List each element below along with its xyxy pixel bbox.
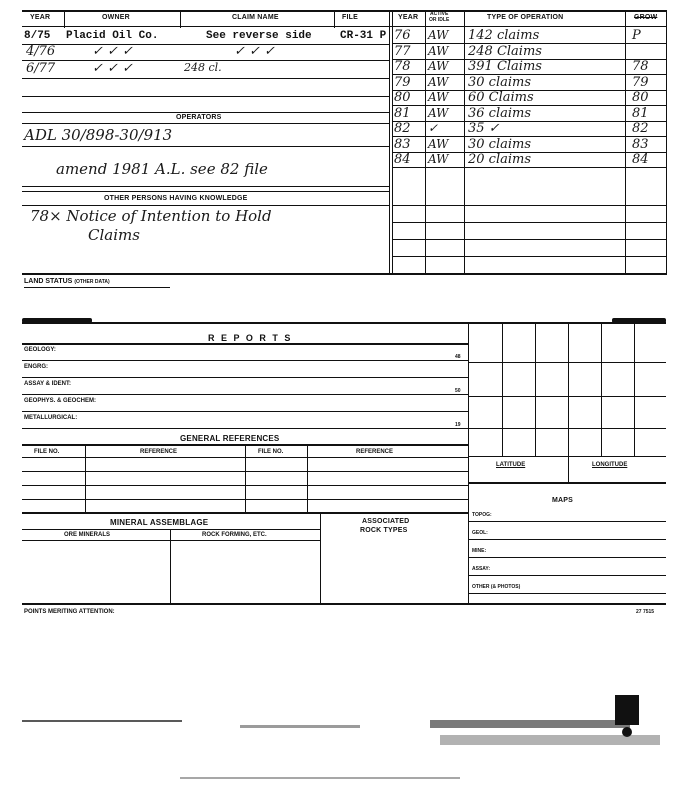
other-persons-line-2: Claims	[88, 226, 140, 244]
operation-row-rule	[392, 256, 666, 257]
scan-artifact	[180, 777, 460, 779]
mineral-assemblage-heading: MINERAL ASSEMBLAGE	[110, 518, 209, 527]
grid-rule	[468, 428, 666, 429]
map-row-label: ASSAY:	[472, 566, 491, 572]
operation-row-rule	[392, 167, 666, 168]
form-number: 27 7515	[636, 609, 655, 615]
file-no-2-header: FILE NO.	[258, 449, 284, 455]
maps-top-rule	[468, 482, 666, 484]
active-header: ACTIVE	[429, 11, 449, 17]
points-meriting-attention-label: POINTS MERITING ATTENTION:	[24, 609, 115, 615]
idle-header: OR IDLE	[429, 17, 450, 23]
operation-row-rule	[392, 205, 666, 206]
map-row-label: MINE:	[472, 548, 487, 554]
owner-row-1-year: 8/75	[24, 30, 51, 42]
row-rule	[22, 186, 389, 187]
report-row-rule	[22, 428, 468, 429]
rock-types-label: ROCK TYPES	[360, 527, 408, 534]
scan-band-right	[612, 318, 666, 323]
claim-name-header: CLAIM NAME	[232, 14, 279, 21]
map-row-rule	[468, 557, 666, 558]
longitude-label: LONGITUDE	[592, 462, 628, 468]
divider	[601, 324, 602, 456]
top-border	[22, 10, 666, 12]
reference-2-header: REFERENCE	[356, 449, 394, 455]
operation-type: 36 claims	[468, 105, 532, 121]
report-row-rule	[22, 360, 468, 361]
divider	[468, 324, 469, 604]
operation-grow: 79	[632, 74, 649, 90]
report-number: 48	[455, 354, 461, 360]
owner-row-2-claim: ✓ ✓ ✓	[234, 44, 275, 59]
land-status-underline	[24, 287, 170, 288]
operation-type: 248 Claims	[468, 43, 542, 59]
operation-row-rule	[392, 239, 666, 240]
divider	[320, 513, 321, 604]
row-rule	[22, 44, 389, 45]
operation-year: 79	[394, 74, 411, 90]
owner-row-3-claim: 248 cl.	[184, 61, 222, 74]
map-row-rule	[468, 593, 666, 594]
row-rule	[22, 112, 389, 113]
row-rule	[22, 78, 389, 79]
operation-status: AW	[428, 152, 449, 166]
owner-row-2-owner: ✓ ✓ ✓	[92, 44, 133, 59]
ore-minerals-header: ORE MINERALS	[64, 532, 111, 538]
map-row-label: TOPOG:	[472, 512, 492, 518]
owner-row-1-file: CR-31 P	[340, 30, 387, 42]
operation-type: 30 claims	[468, 136, 532, 152]
divider	[245, 445, 246, 513]
operation-row-rule	[392, 222, 666, 223]
row-rule	[22, 146, 389, 147]
divider	[568, 324, 569, 482]
reports-top-rule	[22, 322, 666, 324]
map-row-label: OTHER (& PHOTOS)	[472, 584, 521, 590]
map-row-label: GEOL:	[472, 530, 488, 536]
operation-year: 78	[394, 59, 411, 74]
grow-header: GROW	[634, 14, 658, 21]
operation-year: 82	[394, 121, 411, 136]
divider	[170, 529, 171, 604]
active-idle-header	[429, 11, 449, 23]
type-of-operation-header: TYPE OF OPERATION	[487, 14, 564, 21]
report-number: 19	[455, 422, 461, 428]
operators-line-2: amend 1981 A.L. see 82 file	[56, 160, 268, 178]
report-label: GEOLOGY:	[24, 347, 56, 353]
scan-artifact	[430, 720, 630, 728]
owner-row-1-owner: Placid Oil Co.	[66, 30, 159, 42]
file-no-header: FILE NO.	[34, 449, 60, 455]
header-bottom-rule	[22, 26, 666, 27]
operation-grow: 84	[632, 152, 649, 167]
land-status-subtitle: (OTHER DATA)	[74, 279, 110, 285]
grid-rule	[468, 362, 666, 363]
divider	[392, 10, 393, 275]
map-row-rule	[468, 539, 666, 540]
operation-grow: P	[632, 28, 641, 43]
divider	[625, 10, 626, 275]
report-row-rule	[22, 411, 468, 412]
operation-grow: 78	[632, 59, 649, 74]
operation-type: 35 ✓	[468, 121, 500, 136]
scan-artifact	[240, 725, 360, 728]
associated-label: ASSOCIATED	[362, 518, 410, 525]
rock-forming-header: ROCK FORMING, ETC.	[202, 532, 267, 538]
operation-type: 60 Claims	[468, 90, 534, 105]
divider	[389, 10, 390, 275]
divider	[502, 324, 503, 456]
report-row-rule	[22, 377, 468, 378]
latitude-label: LATITUDE	[496, 462, 526, 468]
year-header: YEAR	[30, 14, 51, 21]
operation-status: AW	[428, 74, 449, 89]
row-rule	[22, 123, 389, 124]
row-rule	[22, 205, 389, 206]
operation-year: 84	[394, 152, 411, 167]
section-bottom-rule	[22, 273, 666, 275]
divider	[666, 10, 667, 275]
row-rule	[22, 540, 320, 541]
divider	[180, 10, 181, 28]
divider	[307, 445, 308, 513]
operators-heading: OPERATORS	[176, 114, 222, 121]
operators-line-1: ADL 30/898-30/913	[24, 126, 173, 144]
general-references-heading: GENERAL REFERENCES	[180, 434, 280, 443]
row-rule	[22, 96, 389, 97]
operation-status: AW	[428, 43, 449, 58]
report-row-rule	[22, 394, 468, 395]
owner-header: OWNER	[102, 14, 130, 21]
other-persons-line-1: 78× Notice of Intention to Hold	[30, 207, 272, 225]
maps-heading: MAPS	[552, 497, 574, 504]
operation-year: 80	[394, 90, 411, 105]
row-rule	[22, 191, 389, 192]
reference-header: REFERENCE	[140, 449, 178, 455]
owner-row-3-owner: ✓ ✓ ✓	[92, 61, 133, 76]
operation-status: AW	[428, 59, 449, 73]
land-status-label	[24, 278, 110, 285]
operation-grow: 81	[632, 105, 649, 121]
scan-blot	[615, 695, 639, 725]
divider	[634, 324, 635, 456]
divider	[425, 10, 426, 275]
land-status-title: LAND STATUS	[24, 278, 73, 285]
operation-type: 391 Claims	[468, 59, 542, 74]
reports-heading: R E P O R T S	[208, 333, 293, 343]
owner-row-2-year: 4/76	[26, 44, 56, 59]
operation-year: 81	[394, 105, 411, 121]
row-rule	[22, 529, 320, 530]
map-row-rule	[468, 521, 666, 522]
report-label: ENGRG:	[24, 364, 48, 370]
gen-refs-bottom-rule	[22, 512, 468, 514]
year2-header: YEAR	[398, 14, 419, 21]
owner-row-1-claim: See reverse side	[206, 30, 312, 42]
scan-artifact	[440, 735, 660, 745]
divider	[464, 10, 465, 275]
grid-rule	[468, 396, 666, 397]
operation-status: AW	[428, 28, 449, 42]
report-label: ASSAY & IDENT:	[24, 381, 72, 387]
report-label: GEOPHYS. & GEOCHEM:	[24, 398, 97, 404]
operation-type: 142 claims	[468, 28, 540, 43]
operation-year: 76	[394, 28, 411, 43]
report-label: METALLURGICAL:	[24, 415, 78, 421]
divider	[85, 445, 86, 513]
divider	[64, 10, 65, 28]
operation-grow: 82	[632, 121, 649, 136]
grid-rule	[468, 456, 666, 457]
report-number: 50	[455, 388, 461, 394]
operation-status: AW	[428, 90, 449, 104]
operation-grow: 83	[632, 136, 649, 152]
scan-artifact	[22, 720, 182, 722]
operation-grow: 80	[632, 90, 649, 105]
operation-year: 77	[394, 43, 411, 59]
operation-status: ✓	[428, 121, 439, 135]
operation-year: 83	[394, 136, 411, 152]
operation-status: AW	[428, 105, 449, 120]
other-persons-heading: OTHER PERSONS HAVING KNOWLEDGE	[104, 195, 248, 202]
reports-rule	[22, 343, 468, 345]
divider	[334, 10, 335, 28]
mineral-bottom-rule	[22, 603, 666, 605]
operation-status: AW	[428, 136, 449, 151]
file-header: FILE	[342, 14, 358, 21]
map-row-rule	[468, 575, 666, 576]
operation-type: 30 claims	[468, 74, 532, 90]
owner-row-3-year: 6/77	[26, 61, 56, 76]
divider	[535, 324, 536, 456]
operation-type: 20 claims	[468, 152, 532, 167]
